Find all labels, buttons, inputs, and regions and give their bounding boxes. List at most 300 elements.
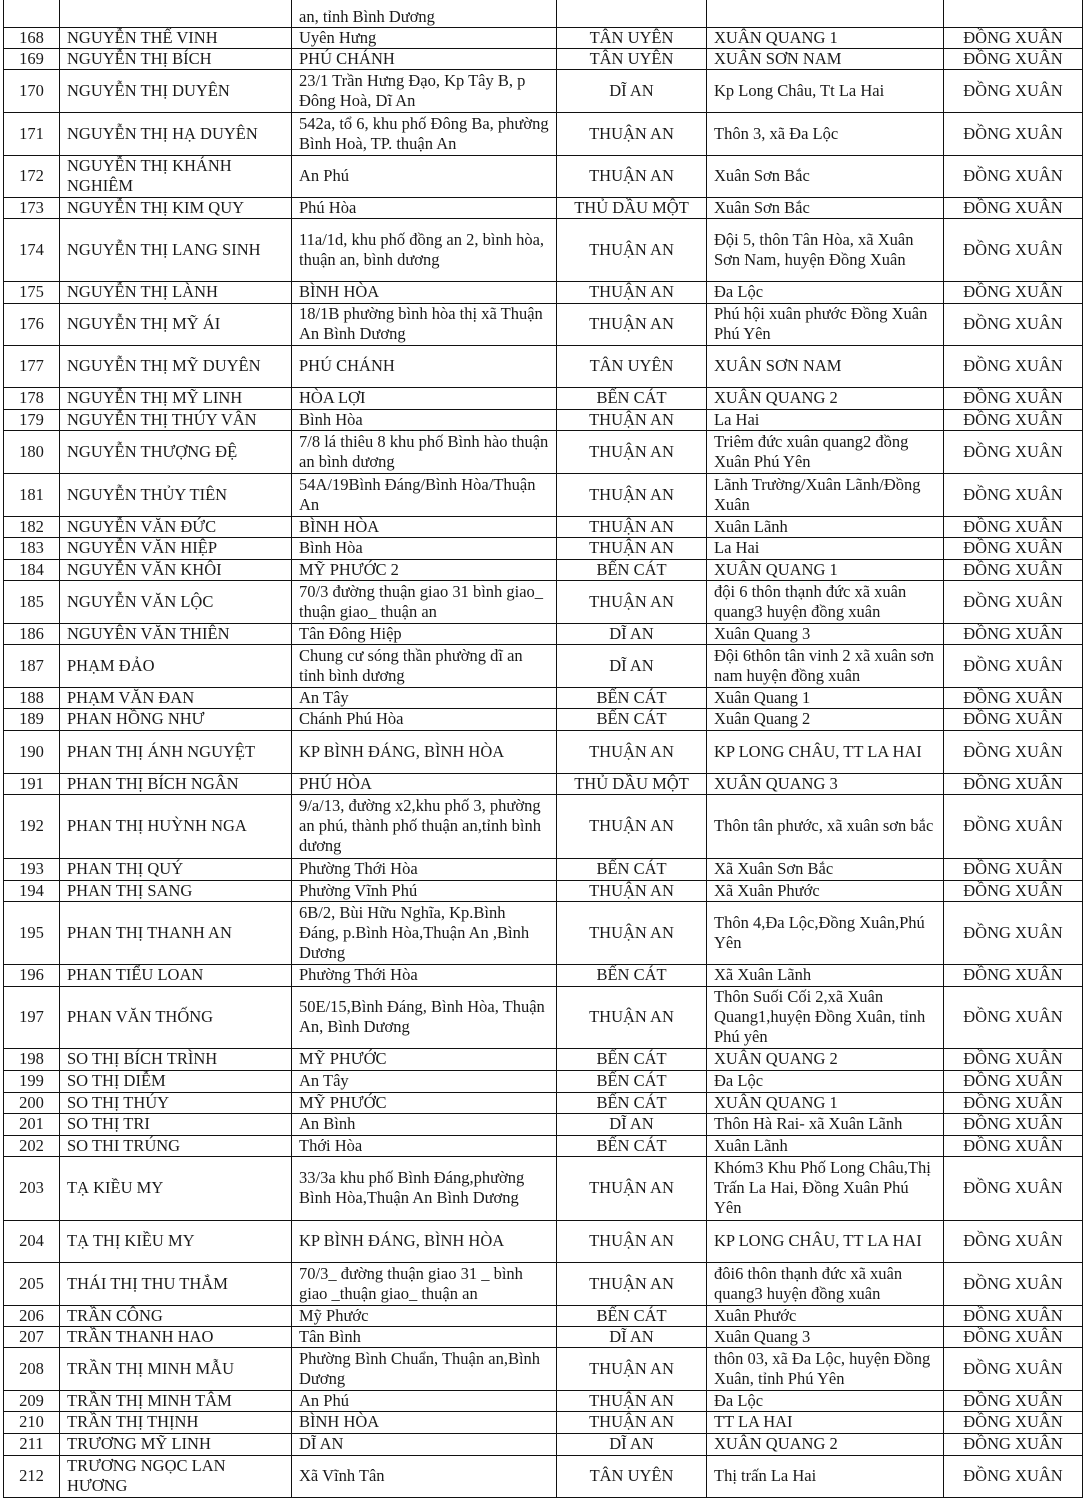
cell-home-district: ĐỒNG XUÂN [944, 1262, 1083, 1305]
cell-address: An Tây [292, 1070, 557, 1092]
cell-hometown: XUÂN QUANG 1 [707, 27, 944, 48]
cell-stt: 181 [4, 473, 60, 516]
cell-name: NGUYỄN THỊ KIM QUY [60, 197, 292, 218]
cell-stt: 209 [4, 1390, 60, 1411]
cell-address: 9/a/13, đường x2,khu phố 3, phường an phú, thành phố thuận an,tỉnh bình dương [292, 794, 557, 858]
cell-stt: 193 [4, 858, 60, 880]
cell-stt: 173 [4, 197, 60, 218]
cell-hometown: Xã Xuân Sơn Bắc [707, 858, 944, 880]
cell-stt: 178 [4, 387, 60, 409]
cell-address: An Tây [292, 687, 557, 708]
cell-hometown: thôn 03, xã Đa Lộc, huyện Đồng Xuân, tỉnh Phú Yên [707, 1347, 944, 1390]
cell-address: DĨ AN [292, 1433, 557, 1455]
table-row [4, 473, 1083, 516]
cell-hometown: Xuân Quang 3 [707, 623, 944, 644]
cell-stt: 208 [4, 1347, 60, 1390]
cell-district: BẾN CÁT [557, 559, 707, 580]
cell-stt: 188 [4, 687, 60, 708]
cell-district: BẾN CÁT [557, 708, 707, 730]
cell-district: THUẬN AN [557, 1262, 707, 1305]
cell-stt: 176 [4, 303, 60, 345]
table-row [4, 537, 1083, 559]
cell-hometown: XUÂN QUANG 3 [707, 773, 944, 794]
cell-stt: 210 [4, 1411, 60, 1433]
cell-address: 50E/15,Bình Đáng, Bình Hòa, Thuận An, Bình Dương [292, 986, 557, 1048]
cell-stt: 170 [4, 69, 60, 112]
cell-address: an, tỉnh Bình Dương [292, 0, 557, 27]
cell-district: THUẬN AN [557, 1156, 707, 1220]
cell-home-district: ĐỒNG XUÂN [944, 345, 1083, 387]
cell-address: PHÚ CHÁNH [292, 48, 557, 69]
cell-address: 70/3 đường thuận giao 31 bình giao_ thuận giao_ thuận an [292, 580, 557, 623]
cell-name: TRƯƠNG MỸ LINH [60, 1433, 292, 1455]
cell-name: PHAN HỒNG NHƯ [60, 708, 292, 730]
cell-stt: 200 [4, 1092, 60, 1113]
cell-name: PHẠM VĂN ĐAN [60, 687, 292, 708]
table-row [4, 773, 1083, 794]
cell-home-district: ĐỒNG XUÂN [944, 644, 1083, 687]
roster-table [3, 0, 1083, 1498]
cell-home-district: ĐỒNG XUÂN [944, 880, 1083, 901]
table-row [4, 69, 1083, 112]
cell-address: Tân Đông Hiệp [292, 623, 557, 644]
cell-hometown: Đa Lộc [707, 1070, 944, 1092]
cell-name: PHAN THỊ BÍCH NGÂN [60, 773, 292, 794]
cell-district: THUẬN AN [557, 473, 707, 516]
table-row [4, 687, 1083, 708]
cell-hometown: XUÂN QUANG 1 [707, 1092, 944, 1113]
cell-stt: 192 [4, 794, 60, 858]
cell-hometown [707, 0, 944, 27]
cell-home-district: ĐỒNG XUÂN [944, 687, 1083, 708]
cell-district: BẾN CÁT [557, 1135, 707, 1156]
table-row [4, 730, 1083, 773]
cell-hometown: Xuân Quang 1 [707, 687, 944, 708]
cell-stt: 171 [4, 112, 60, 155]
cell-hometown: TT LA HAI [707, 1411, 944, 1433]
cell-name: NGUYỄN VĂN KHÔI [60, 559, 292, 580]
table-row [4, 1048, 1083, 1070]
cell-district: TÂN UYÊN [557, 345, 707, 387]
cell-home-district: ĐỒNG XUÂN [944, 281, 1083, 303]
cell-home-district: ĐỒNG XUÂN [944, 858, 1083, 880]
cell-address: MỸ PHƯỚC [292, 1092, 557, 1113]
cell-district: BẾN CÁT [557, 1048, 707, 1070]
cell-district: TÂN UYÊN [557, 27, 707, 48]
cell-home-district: ĐỒNG XUÂN [944, 1220, 1083, 1262]
cell-home-district [944, 0, 1083, 27]
cell-hometown: KP LONG CHÂU, TT LA HAI [707, 1220, 944, 1262]
cell-hometown: Xuân Lãnh [707, 1135, 944, 1156]
cell-address: Phường Thới Hòa [292, 858, 557, 880]
cell-hometown: Thôn 3, xã Đa Lộc [707, 112, 944, 155]
cell-stt: 169 [4, 48, 60, 69]
cell-address: Phường Thới Hòa [292, 964, 557, 986]
cell-name: NGUYỄN THỊ KHÁNH NGHIÊM [60, 155, 292, 197]
cell-home-district: ĐỒNG XUÂN [944, 303, 1083, 345]
cell-hometown: Đa Lộc [707, 281, 944, 303]
cell-name: TRẦN THỊ MINH MẪU [60, 1347, 292, 1390]
cell-stt: 198 [4, 1048, 60, 1070]
cell-name: NGUYỄN THỊ LANG SINH [60, 218, 292, 281]
table-row [4, 112, 1083, 155]
cell-name: PHAN THỊ THANH AN [60, 901, 292, 964]
cell-hometown: Xuân Quang 3 [707, 1326, 944, 1347]
cell-district: TÂN UYÊN [557, 1455, 707, 1497]
table-row [4, 708, 1083, 730]
cell-hometown: Xuân Sơn Bắc [707, 155, 944, 197]
cell-district: BẾN CÁT [557, 1092, 707, 1113]
cell-address: 70/3_ đường thuận giao 31 _ bình giao _thuận giao_ thuận an [292, 1262, 557, 1305]
cell-hometown: XUÂN SƠN NAM [707, 48, 944, 69]
cell-home-district: ĐỒNG XUÂN [944, 986, 1083, 1048]
continuation-row [4, 0, 1083, 27]
cell-name: TRƯƠNG NGỌC LAN HƯƠNG [60, 1455, 292, 1497]
table-row [4, 516, 1083, 537]
cell-home-district: ĐỒNG XUÂN [944, 1156, 1083, 1220]
cell-district: BẾN CÁT [557, 387, 707, 409]
cell-district: BẾN CÁT [557, 687, 707, 708]
cell-address: Tân Bình [292, 1326, 557, 1347]
table-row [4, 794, 1083, 858]
cell-stt: 194 [4, 880, 60, 901]
table-row [4, 345, 1083, 387]
cell-district: THUẬN AN [557, 1220, 707, 1262]
cell-hometown: Xuân Phước [707, 1305, 944, 1326]
cell-name: NGUYỄN VĂN ĐỨC [60, 516, 292, 537]
cell-hometown: La Hai [707, 409, 944, 430]
cell-home-district: ĐỒNG XUÂN [944, 1135, 1083, 1156]
cell-hometown: Xuân Lãnh [707, 516, 944, 537]
cell-home-district: ĐỒNG XUÂN [944, 409, 1083, 430]
table-row [4, 1262, 1083, 1305]
cell-address: Bình Hòa [292, 409, 557, 430]
cell-hometown: Thôn tân phước, xã xuân sơn bắc [707, 794, 944, 858]
cell-address: BÌNH HÒA [292, 281, 557, 303]
cell-hometown: Xã Xuân Lãnh [707, 964, 944, 986]
cell-district: BẾN CÁT [557, 1070, 707, 1092]
cell-name: PHẠM ĐẢO [60, 644, 292, 687]
cell-home-district: ĐỒNG XUÂN [944, 623, 1083, 644]
cell-district: THUẬN AN [557, 1390, 707, 1411]
table-row [4, 409, 1083, 430]
cell-district: THUẬN AN [557, 409, 707, 430]
cell-name: NGUYỄN THỊ BÍCH [60, 48, 292, 69]
cell-stt: 205 [4, 1262, 60, 1305]
cell-district: DĨ AN [557, 1113, 707, 1135]
cell-address: Thới Hòa [292, 1135, 557, 1156]
cell-stt: 174 [4, 218, 60, 281]
cell-district: THUẬN AN [557, 516, 707, 537]
table-row [4, 281, 1083, 303]
cell-home-district: ĐỒNG XUÂN [944, 794, 1083, 858]
cell-name: NGUYỄN THƯỢNG ĐỆ [60, 430, 292, 473]
cell-name: NGUYỄN THẾ VINH [60, 27, 292, 48]
cell-hometown: XUÂN QUANG 1 [707, 559, 944, 580]
cell-hometown: Xuân Quang 2 [707, 708, 944, 730]
cell-district: THỦ DẦU MỘT [557, 197, 707, 218]
cell-name: TRẦN THỊ THỊNH [60, 1411, 292, 1433]
cell-home-district: ĐỒNG XUÂN [944, 1048, 1083, 1070]
cell-stt: 184 [4, 559, 60, 580]
cell-stt: 197 [4, 986, 60, 1048]
cell-stt: 172 [4, 155, 60, 197]
cell-home-district: ĐỒNG XUÂN [944, 155, 1083, 197]
cell-name: PHAN VĂN THỐNG [60, 986, 292, 1048]
cell-home-district: ĐỒNG XUÂN [944, 580, 1083, 623]
cell-name: NGUYỄN THỊ LÀNH [60, 281, 292, 303]
cell-home-district: ĐỒNG XUÂN [944, 387, 1083, 409]
cell-district: THUẬN AN [557, 580, 707, 623]
cell-home-district: ĐỒNG XUÂN [944, 1070, 1083, 1092]
table-row [4, 1220, 1083, 1262]
cell-stt: 175 [4, 281, 60, 303]
cell-address: BÌNH HÒA [292, 516, 557, 537]
cell-district: THUẬN AN [557, 155, 707, 197]
cell-stt: 206 [4, 1305, 60, 1326]
cell-district: THUẬN AN [557, 281, 707, 303]
cell-home-district: ĐỒNG XUÂN [944, 559, 1083, 580]
table-row [4, 1433, 1083, 1455]
cell-home-district: ĐỒNG XUÂN [944, 1347, 1083, 1390]
cell-address: Phường Bình Chuẩn, Thuận an,Bình Dương [292, 1347, 557, 1390]
cell-address: Chánh Phú Hòa [292, 708, 557, 730]
cell-stt: 201 [4, 1113, 60, 1135]
cell-home-district: ĐỒNG XUÂN [944, 537, 1083, 559]
cell-hometown: XUÂN QUANG 2 [707, 1433, 944, 1455]
cell-name: TRẦN THANH HAO [60, 1326, 292, 1347]
cell-stt: 211 [4, 1433, 60, 1455]
table-row [4, 1092, 1083, 1113]
cell-stt: 190 [4, 730, 60, 773]
cell-stt: 185 [4, 580, 60, 623]
table-row [4, 644, 1083, 687]
cell-stt: 199 [4, 1070, 60, 1092]
table-row [4, 1326, 1083, 1347]
cell-address: An Bình [292, 1113, 557, 1135]
table-row [4, 430, 1083, 473]
table-row [4, 964, 1083, 986]
table-row [4, 27, 1083, 48]
cell-hometown: đôi6 thôn thạnh đức xã xuân quang3 huyện đồng xuân [707, 1262, 944, 1305]
cell-hometown: XUÂN QUANG 2 [707, 387, 944, 409]
cell-name: SO THỊ THÚY [60, 1092, 292, 1113]
cell-hometown: Đội 6thôn tân vinh 2 xã xuân sơn nam huyện đồng xuân [707, 644, 944, 687]
cell-stt: 195 [4, 901, 60, 964]
cell-stt: 187 [4, 644, 60, 687]
cell-hometown: Khóm3 Khu Phố Long Châu,Thị Trấn La Hai, Đồng Xuân Phú Yên [707, 1156, 944, 1220]
table-row [4, 858, 1083, 880]
table-row [4, 1347, 1083, 1390]
table-row [4, 1411, 1083, 1433]
cell-stt: 202 [4, 1135, 60, 1156]
cell-stt: 168 [4, 27, 60, 48]
cell-district: THỦ DẦU MỘT [557, 773, 707, 794]
cell-name: NGUYỄN THỦY TIÊN [60, 473, 292, 516]
cell-name: THÁI THỊ THU THẮM [60, 1262, 292, 1305]
cell-hometown: La Hai [707, 537, 944, 559]
cell-home-district: ĐỒNG XUÂN [944, 197, 1083, 218]
table-row [4, 1305, 1083, 1326]
table-row [4, 1390, 1083, 1411]
cell-district: THUẬN AN [557, 1347, 707, 1390]
cell-stt [4, 0, 60, 27]
cell-home-district: ĐỒNG XUÂN [944, 730, 1083, 773]
cell-district: THUẬN AN [557, 537, 707, 559]
cell-address: Chung cư sóng thần phường dĩ an tỉnh bình dương [292, 644, 557, 687]
table-row [4, 1113, 1083, 1135]
cell-address: MỸ PHƯỚC [292, 1048, 557, 1070]
cell-name: NGUYỄN THỊ HẠ DUYÊN [60, 112, 292, 155]
cell-name: NGUYÊN VĂN THIÊN [60, 623, 292, 644]
cell-district: DĨ AN [557, 1326, 707, 1347]
cell-home-district: ĐỒNG XUÂN [944, 1411, 1083, 1433]
table-row [4, 48, 1083, 69]
cell-name: NGUYỄN THỊ MỸ ÁI [60, 303, 292, 345]
cell-hometown: Thôn Hà Rai- xã Xuân Lãnh [707, 1113, 944, 1135]
cell-home-district: ĐỒNG XUÂN [944, 964, 1083, 986]
cell-address: HÒA LỢI [292, 387, 557, 409]
table-row [4, 1455, 1083, 1497]
cell-address: 542a, tổ 6, khu phố Đông Ba, phường Bình Hoà, TP. thuận An [292, 112, 557, 155]
cell-name: NGUYỄN THỊ MỸ LINH [60, 387, 292, 409]
cell-home-district: ĐỒNG XUÂN [944, 901, 1083, 964]
cell-district: THUẬN AN [557, 901, 707, 964]
cell-stt: 177 [4, 345, 60, 387]
cell-address: Mỹ Phước [292, 1305, 557, 1326]
cell-district: THUẬN AN [557, 112, 707, 155]
cell-hometown: XUÂN QUANG 2 [707, 1048, 944, 1070]
table-row [4, 155, 1083, 197]
cell-stt: 212 [4, 1455, 60, 1497]
cell-home-district: ĐỒNG XUÂN [944, 27, 1083, 48]
table-row [4, 901, 1083, 964]
cell-address: 33/3a khu phố Bình Đáng,phường Bình Hòa,Thuận An Bình Dương [292, 1156, 557, 1220]
cell-home-district: ĐỒNG XUÂN [944, 1092, 1083, 1113]
cell-stt: 179 [4, 409, 60, 430]
cell-district: THUẬN AN [557, 303, 707, 345]
cell-stt: 204 [4, 1220, 60, 1262]
table-row [4, 559, 1083, 580]
cell-name: SO THỊ DIỄM [60, 1070, 292, 1092]
table-row [4, 986, 1083, 1048]
cell-name: NGUYỄN THỊ DUYÊN [60, 69, 292, 112]
cell-stt: 207 [4, 1326, 60, 1347]
cell-home-district: ĐỒNG XUÂN [944, 1113, 1083, 1135]
cell-address: 7/8 lá thiêu 8 khu phố Bình hào thuận an bình dương [292, 430, 557, 473]
cell-name: SO THỊ TRI [60, 1113, 292, 1135]
cell-address: 23/1 Trần Hưng Đạo, Kp Tây B, p Đông Hoà, Dĩ An [292, 69, 557, 112]
cell-district: BẾN CÁT [557, 1305, 707, 1326]
cell-home-district: ĐỒNG XUÂN [944, 516, 1083, 537]
cell-address: Xã Vĩnh Tân [292, 1455, 557, 1497]
cell-name: NGUYỄN THỊ MỸ DUYÊN [60, 345, 292, 387]
cell-address: KP BÌNH ĐÁNG, BÌNH HÒA [292, 730, 557, 773]
cell-hometown: Đa Lộc [707, 1390, 944, 1411]
cell-address: 6B/2, Bùi Hữu Nghĩa, Kp.Bình Đáng, p.Bình Hòa,Thuận An ,Bình Dương [292, 901, 557, 964]
cell-district: THUẬN AN [557, 986, 707, 1048]
cell-district: DĨ AN [557, 69, 707, 112]
cell-hometown: đội 6 thôn thạnh đức xã xuân quang3 huyện đồng xuân [707, 580, 944, 623]
roster-table-body [4, 0, 1083, 1497]
cell-name: NGUYỄN VĂN HIỆP [60, 537, 292, 559]
cell-district: DĨ AN [557, 644, 707, 687]
cell-name: TRẦN CÔNG [60, 1305, 292, 1326]
cell-stt: 182 [4, 516, 60, 537]
cell-name: PHAN THỊ QUÝ [60, 858, 292, 880]
cell-stt: 189 [4, 708, 60, 730]
cell-address: Bình Hòa [292, 537, 557, 559]
cell-address: 54A/19Bình Đáng/Bình Hòa/Thuận An [292, 473, 557, 516]
cell-home-district: ĐỒNG XUÂN [944, 473, 1083, 516]
cell-address: PHÚ CHÁNH [292, 345, 557, 387]
cell-stt: 186 [4, 623, 60, 644]
cell-address: Uyên Hưng [292, 27, 557, 48]
cell-district: DĨ AN [557, 623, 707, 644]
cell-home-district: ĐỒNG XUÂN [944, 708, 1083, 730]
table-row [4, 387, 1083, 409]
cell-home-district: ĐỒNG XUÂN [944, 1390, 1083, 1411]
cell-address: 11a/1d, khu phố đồng an 2, bình hòa, thuận an, bình dương [292, 218, 557, 281]
cell-name: NGUYỄN THỊ THÚY VÂN [60, 409, 292, 430]
cell-hometown: KP LONG CHÂU, TT LA HAI [707, 730, 944, 773]
cell-district: THUẬN AN [557, 430, 707, 473]
cell-home-district: ĐỒNG XUÂN [944, 48, 1083, 69]
table-row [4, 1156, 1083, 1220]
cell-hometown: Lãnh Trường/Xuân Lãnh/Đồng Xuân [707, 473, 944, 516]
cell-district: THUẬN AN [557, 1411, 707, 1433]
cell-address: An Phú [292, 1390, 557, 1411]
cell-name: TRẦN THỊ MINH TÂM [60, 1390, 292, 1411]
cell-district: THUẬN AN [557, 730, 707, 773]
cell-district: THUẬN AN [557, 880, 707, 901]
table-row [4, 197, 1083, 218]
cell-name: TẠ THỊ KIỀU MY [60, 1220, 292, 1262]
cell-stt: 203 [4, 1156, 60, 1220]
cell-home-district: ĐỒNG XUÂN [944, 1455, 1083, 1497]
cell-hometown: Triêm đức xuân quang2 đồng Xuân Phú Yên [707, 430, 944, 473]
cell-name: SO THỊ BÍCH TRÌNH [60, 1048, 292, 1070]
cell-name: PHAN THỊ SANG [60, 880, 292, 901]
table-row [4, 218, 1083, 281]
cell-stt: 183 [4, 537, 60, 559]
table-row [4, 623, 1083, 644]
cell-address: BÌNH HÒA [292, 1411, 557, 1433]
cell-home-district: ĐỒNG XUÂN [944, 773, 1083, 794]
table-row [4, 1135, 1083, 1156]
cell-name: PHAN THỊ HUỲNH NGA [60, 794, 292, 858]
cell-address: PHÚ HÒA [292, 773, 557, 794]
cell-stt: 196 [4, 964, 60, 986]
cell-name: SO THI TRÚNG [60, 1135, 292, 1156]
cell-name [60, 0, 292, 27]
cell-district: THUẬN AN [557, 794, 707, 858]
cell-hometown: Xã Xuân Phước [707, 880, 944, 901]
cell-home-district: ĐỒNG XUÂN [944, 1305, 1083, 1326]
cell-hometown: Kp Long Châu, Tt La Hai [707, 69, 944, 112]
cell-name: PHAN TIỂU LOAN [60, 964, 292, 986]
cell-hometown: Thị trấn La Hai [707, 1455, 944, 1497]
cell-home-district: ĐỒNG XUÂN [944, 430, 1083, 473]
cell-district [557, 0, 707, 27]
cell-home-district: ĐỒNG XUÂN [944, 69, 1083, 112]
cell-hometown: Thôn Suối Cối 2,xã Xuân Quang1,huyện Đồng Xuân, tỉnh Phú yên [707, 986, 944, 1048]
cell-district: TÂN UYÊN [557, 48, 707, 69]
cell-stt: 191 [4, 773, 60, 794]
cell-hometown: Phú hội xuân phước Đồng Xuân Phú Yên [707, 303, 944, 345]
cell-address: Phú Hòa [292, 197, 557, 218]
cell-hometown: XUÂN SƠN NAM [707, 345, 944, 387]
